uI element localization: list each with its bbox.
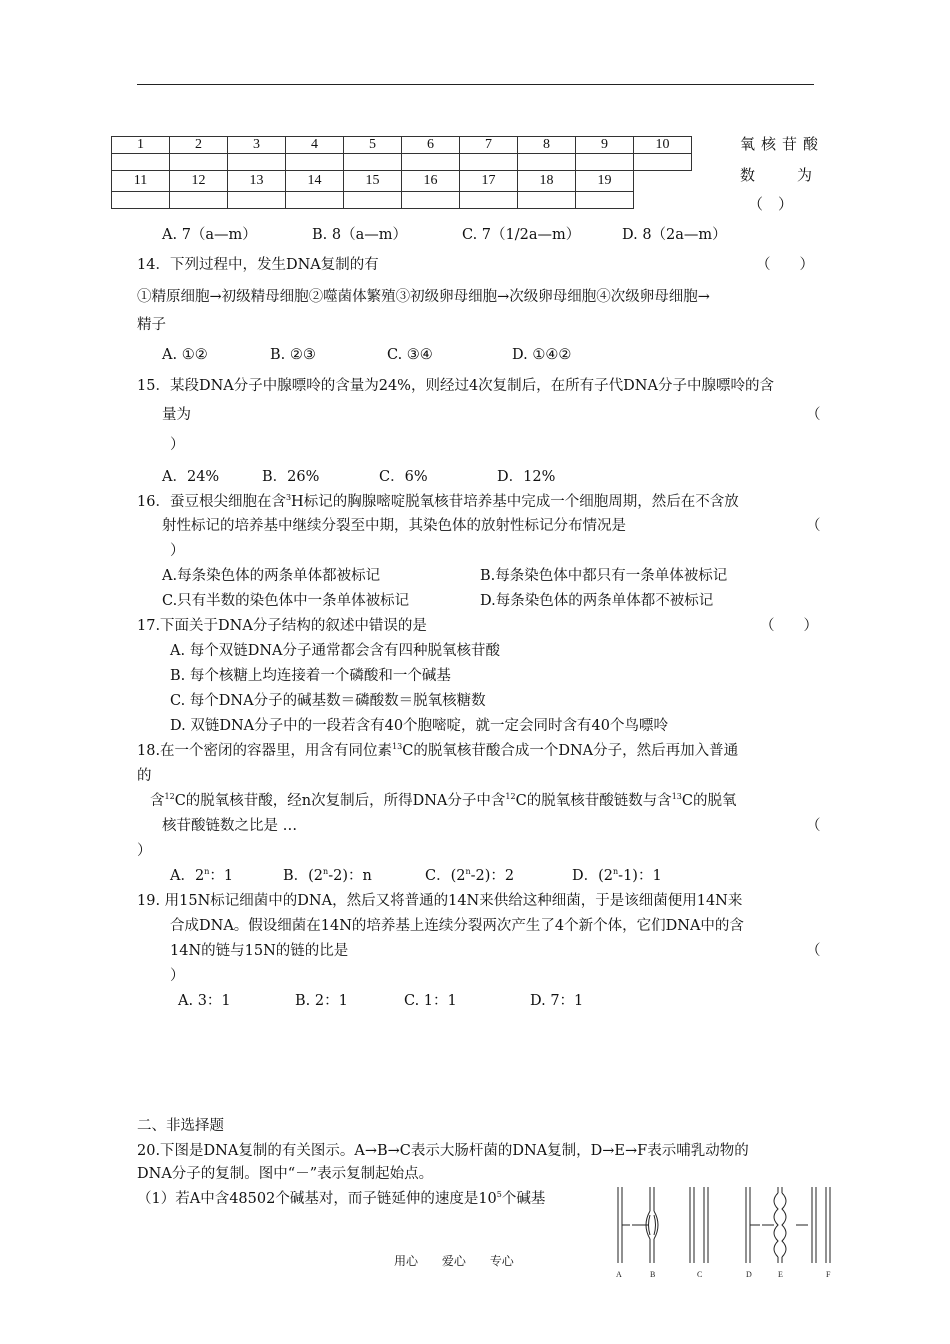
- answer-cell-label: 13: [228, 171, 286, 192]
- answer-cell[interactable]: [576, 192, 634, 209]
- q15-option-d: D．12%: [497, 469, 556, 485]
- q16-option-d: D.每条染色体的两条单体都不被标记: [480, 593, 714, 609]
- answer-cell[interactable]: [112, 154, 170, 171]
- q17-option-b: B. 每个核糖上均连接着一个磷酸和一个碱基: [170, 668, 451, 684]
- q13-option-c: C. 7（1/2a—m）: [462, 227, 581, 243]
- answer-cell[interactable]: [634, 154, 692, 171]
- q15-paren-open: （: [806, 407, 821, 423]
- answer-cell-label: 7: [460, 137, 518, 154]
- answer-cell[interactable]: [402, 154, 460, 171]
- answer-cell[interactable]: [170, 192, 228, 209]
- q20-line2: DNA分子的复制。图中“－”表示复制起始点。: [137, 1166, 434, 1182]
- q16-stem: 16．蚕豆根尖细胞在含$^3$H标记的胸腺嘧啶脱氧核苷培养基中完成一个细胞周期，然后在不含放: [137, 493, 739, 510]
- q13-option-a: A. 7（a—m）: [162, 227, 257, 243]
- answer-cell[interactable]: [576, 154, 634, 171]
- q16-line2: 射性标记的培养基中继续分裂至中期，其染色体的放射性标记分布情况是: [162, 518, 626, 534]
- q15-option-a: A．24%: [162, 469, 220, 485]
- side-text-line2a: 数: [740, 166, 762, 184]
- q19-option-a: A. 3：1: [178, 993, 231, 1009]
- q19-paren-open: （: [806, 943, 821, 959]
- q19-line2: 合成DNA。假设细菌在14N的培养基上连续分裂两次产生了4个新个体，它们DNA中的含: [170, 918, 744, 934]
- q19-stem: 19. 用15N标记细菌中的DNA，然后又将普通的14N来供给这种细菌，于是该细菌便用14N来: [137, 893, 743, 909]
- side-paren: （ ）: [748, 195, 794, 213]
- answer-cell-label: 1: [112, 137, 170, 154]
- answer-cell-label: 8: [518, 137, 576, 154]
- q17-paren: （ ）: [760, 618, 818, 634]
- answer-cell-label: 18: [518, 171, 576, 192]
- q18-paren-close: ）: [137, 843, 152, 859]
- header-rule: [137, 84, 814, 85]
- footer-text-1: 用心: [394, 1254, 419, 1268]
- answer-cell-label: 17: [460, 171, 518, 192]
- answer-cell[interactable]: [518, 192, 576, 209]
- q19-option-c: C. 1：1: [404, 993, 457, 1009]
- answer-cell[interactable]: [286, 154, 344, 171]
- answer-cell[interactable]: [228, 192, 286, 209]
- answer-table: [111, 136, 692, 209]
- diagram-label-b: B: [650, 1270, 656, 1279]
- q16-paren-close: ）: [170, 543, 185, 559]
- table-blank: [634, 171, 692, 192]
- q15-paren-close: ）: [170, 437, 185, 453]
- answer-cell-label: 3: [228, 137, 286, 154]
- answer-cell-label: 9: [576, 137, 634, 154]
- answer-cell-label: 2: [170, 137, 228, 154]
- q17-option-a: A. 每个双链DNA分子通常都会含有四种脱氧核苷酸: [170, 643, 500, 659]
- dna-replication-diagram: [612, 1185, 850, 1281]
- answer-cell-label: 15: [344, 171, 402, 192]
- q14-paren: （ ）: [756, 257, 814, 273]
- q19-option-d: D. 7：1: [530, 993, 584, 1009]
- q18-paren-open: （: [806, 818, 821, 834]
- q14-option-a: A. ①②: [162, 347, 208, 363]
- q19-option-b: B. 2：1: [295, 993, 348, 1009]
- q17-option-d: D. 双链DNA分子中的一段若含有40个胞嘧啶，就一定会同时含有40个鸟嘌呤: [170, 718, 669, 734]
- answer-cell[interactable]: [518, 154, 576, 171]
- answer-cell[interactable]: [402, 192, 460, 209]
- answer-cell-label: 12: [170, 171, 228, 192]
- side-text-line1: 氧核苷酸: [740, 135, 825, 153]
- footer-text-3: 专心: [489, 1254, 514, 1268]
- answer-cell-label: 19: [576, 171, 634, 192]
- q14-line2: ①精原细胞→初级精母细胞②噬菌体繁殖③初级卵母细胞→次级卵母细胞④次级卵母细胞→: [137, 289, 710, 305]
- q16-option-c: C.只有半数的染色体中一条单体被标记: [162, 593, 410, 609]
- q18-option-d: D．(2$^n$-1)：1: [572, 867, 662, 884]
- q17-stem: 17.下面关于DNA分子结构的叙述中错误的是: [137, 618, 427, 634]
- footer-text-2: 爱心: [441, 1254, 466, 1268]
- answer-cell[interactable]: [344, 154, 402, 171]
- diagram-label-f: F: [826, 1270, 831, 1279]
- diagram-label-c: C: [697, 1270, 703, 1279]
- q18-stem: 18.在一个密闭的容器里，用含有同位素$^{13}$C的脱氧核苷酸合成一个DNA分子，然后再加入普通: [137, 742, 739, 759]
- q15-line2: 量为: [162, 407, 191, 423]
- answer-cell-label: 16: [402, 171, 460, 192]
- answer-cell-label: 5: [344, 137, 402, 154]
- q18-option-b: B．(2$^n$-2)：n: [283, 867, 372, 884]
- diagram-label-d: D: [746, 1270, 752, 1279]
- diagram-label-e: E: [778, 1270, 783, 1279]
- answer-cell-label: 4: [286, 137, 344, 154]
- table-blank: [634, 192, 692, 209]
- answer-cell[interactable]: [460, 192, 518, 209]
- q14-line3: 精子: [137, 317, 166, 333]
- q14-option-c: C. ③④: [387, 347, 433, 363]
- q14-option-d: D. ①④②: [512, 347, 572, 363]
- answer-cell[interactable]: [112, 192, 170, 209]
- q14-option-b: B. ②③: [270, 347, 316, 363]
- q18-line2: 的: [137, 768, 152, 784]
- q18-option-a: A．2$^n$：1: [170, 867, 234, 884]
- q15-option-c: C．6%: [379, 469, 428, 485]
- side-text-line2b: 为: [797, 166, 819, 184]
- answer-cell[interactable]: [170, 154, 228, 171]
- answer-cell[interactable]: [228, 154, 286, 171]
- q17-option-c: C. 每个DNA分子的碱基数＝磷酸数＝脱氧核糖数: [170, 693, 486, 709]
- q14-stem: 14．下列过程中，发生DNA复制的有: [137, 257, 379, 273]
- q16-option-a: A.每条染色体的两条单体都被标记: [162, 568, 381, 584]
- answer-cell-label: 11: [112, 171, 170, 192]
- q13-option-d: D. 8（2a—m）: [622, 227, 727, 243]
- q18-option-c: C．(2$^n$-2)：2: [425, 867, 515, 884]
- footer: [394, 1252, 514, 1269]
- answer-cell-label: 6: [402, 137, 460, 154]
- q13-option-b: B. 8（a—m）: [312, 227, 407, 243]
- q16-option-b: B.每条染色体中都只有一条单体被标记: [480, 568, 728, 584]
- answer-cell-label: 14: [286, 171, 344, 192]
- q18-line4: 核苷酸链数之比是 …: [162, 818, 298, 834]
- section-heading: 二、非选择题: [137, 1118, 224, 1134]
- q15-stem: 15．某段DNA分子中腺嘌呤的含量为24%，则经过4次复制后，在所有子代DNA分子中腺嘌呤的含: [137, 378, 774, 394]
- q19-paren-close: ）: [170, 968, 185, 984]
- q20-line1: 20.下图是DNA复制的有关图示。A→B→C表示大肠杆菌的DNA复制，D→E→F表示哺乳动物的: [137, 1143, 749, 1159]
- diagram-label-a: A: [616, 1270, 622, 1279]
- q18-line3: 含$^{12}$C的脱氧核苷酸，经n次复制后，所得DNA分子中含$^{12}$C的脱氧核苷酸链数与含$^{13}$C的脱氧: [150, 792, 737, 809]
- q19-line3: 14N的链与15N的链的比是: [170, 943, 349, 959]
- answer-cell[interactable]: [344, 192, 402, 209]
- answer-cell[interactable]: [286, 192, 344, 209]
- q20-line3: （1）若A中含48502个碱基对，而子链延伸的速度是$10^5$个碱基: [137, 1190, 546, 1207]
- q16-paren-open: （: [806, 518, 821, 534]
- q15-option-b: B．26%: [262, 469, 320, 485]
- answer-cell-label: 10: [634, 137, 692, 154]
- answer-cell[interactable]: [460, 154, 518, 171]
